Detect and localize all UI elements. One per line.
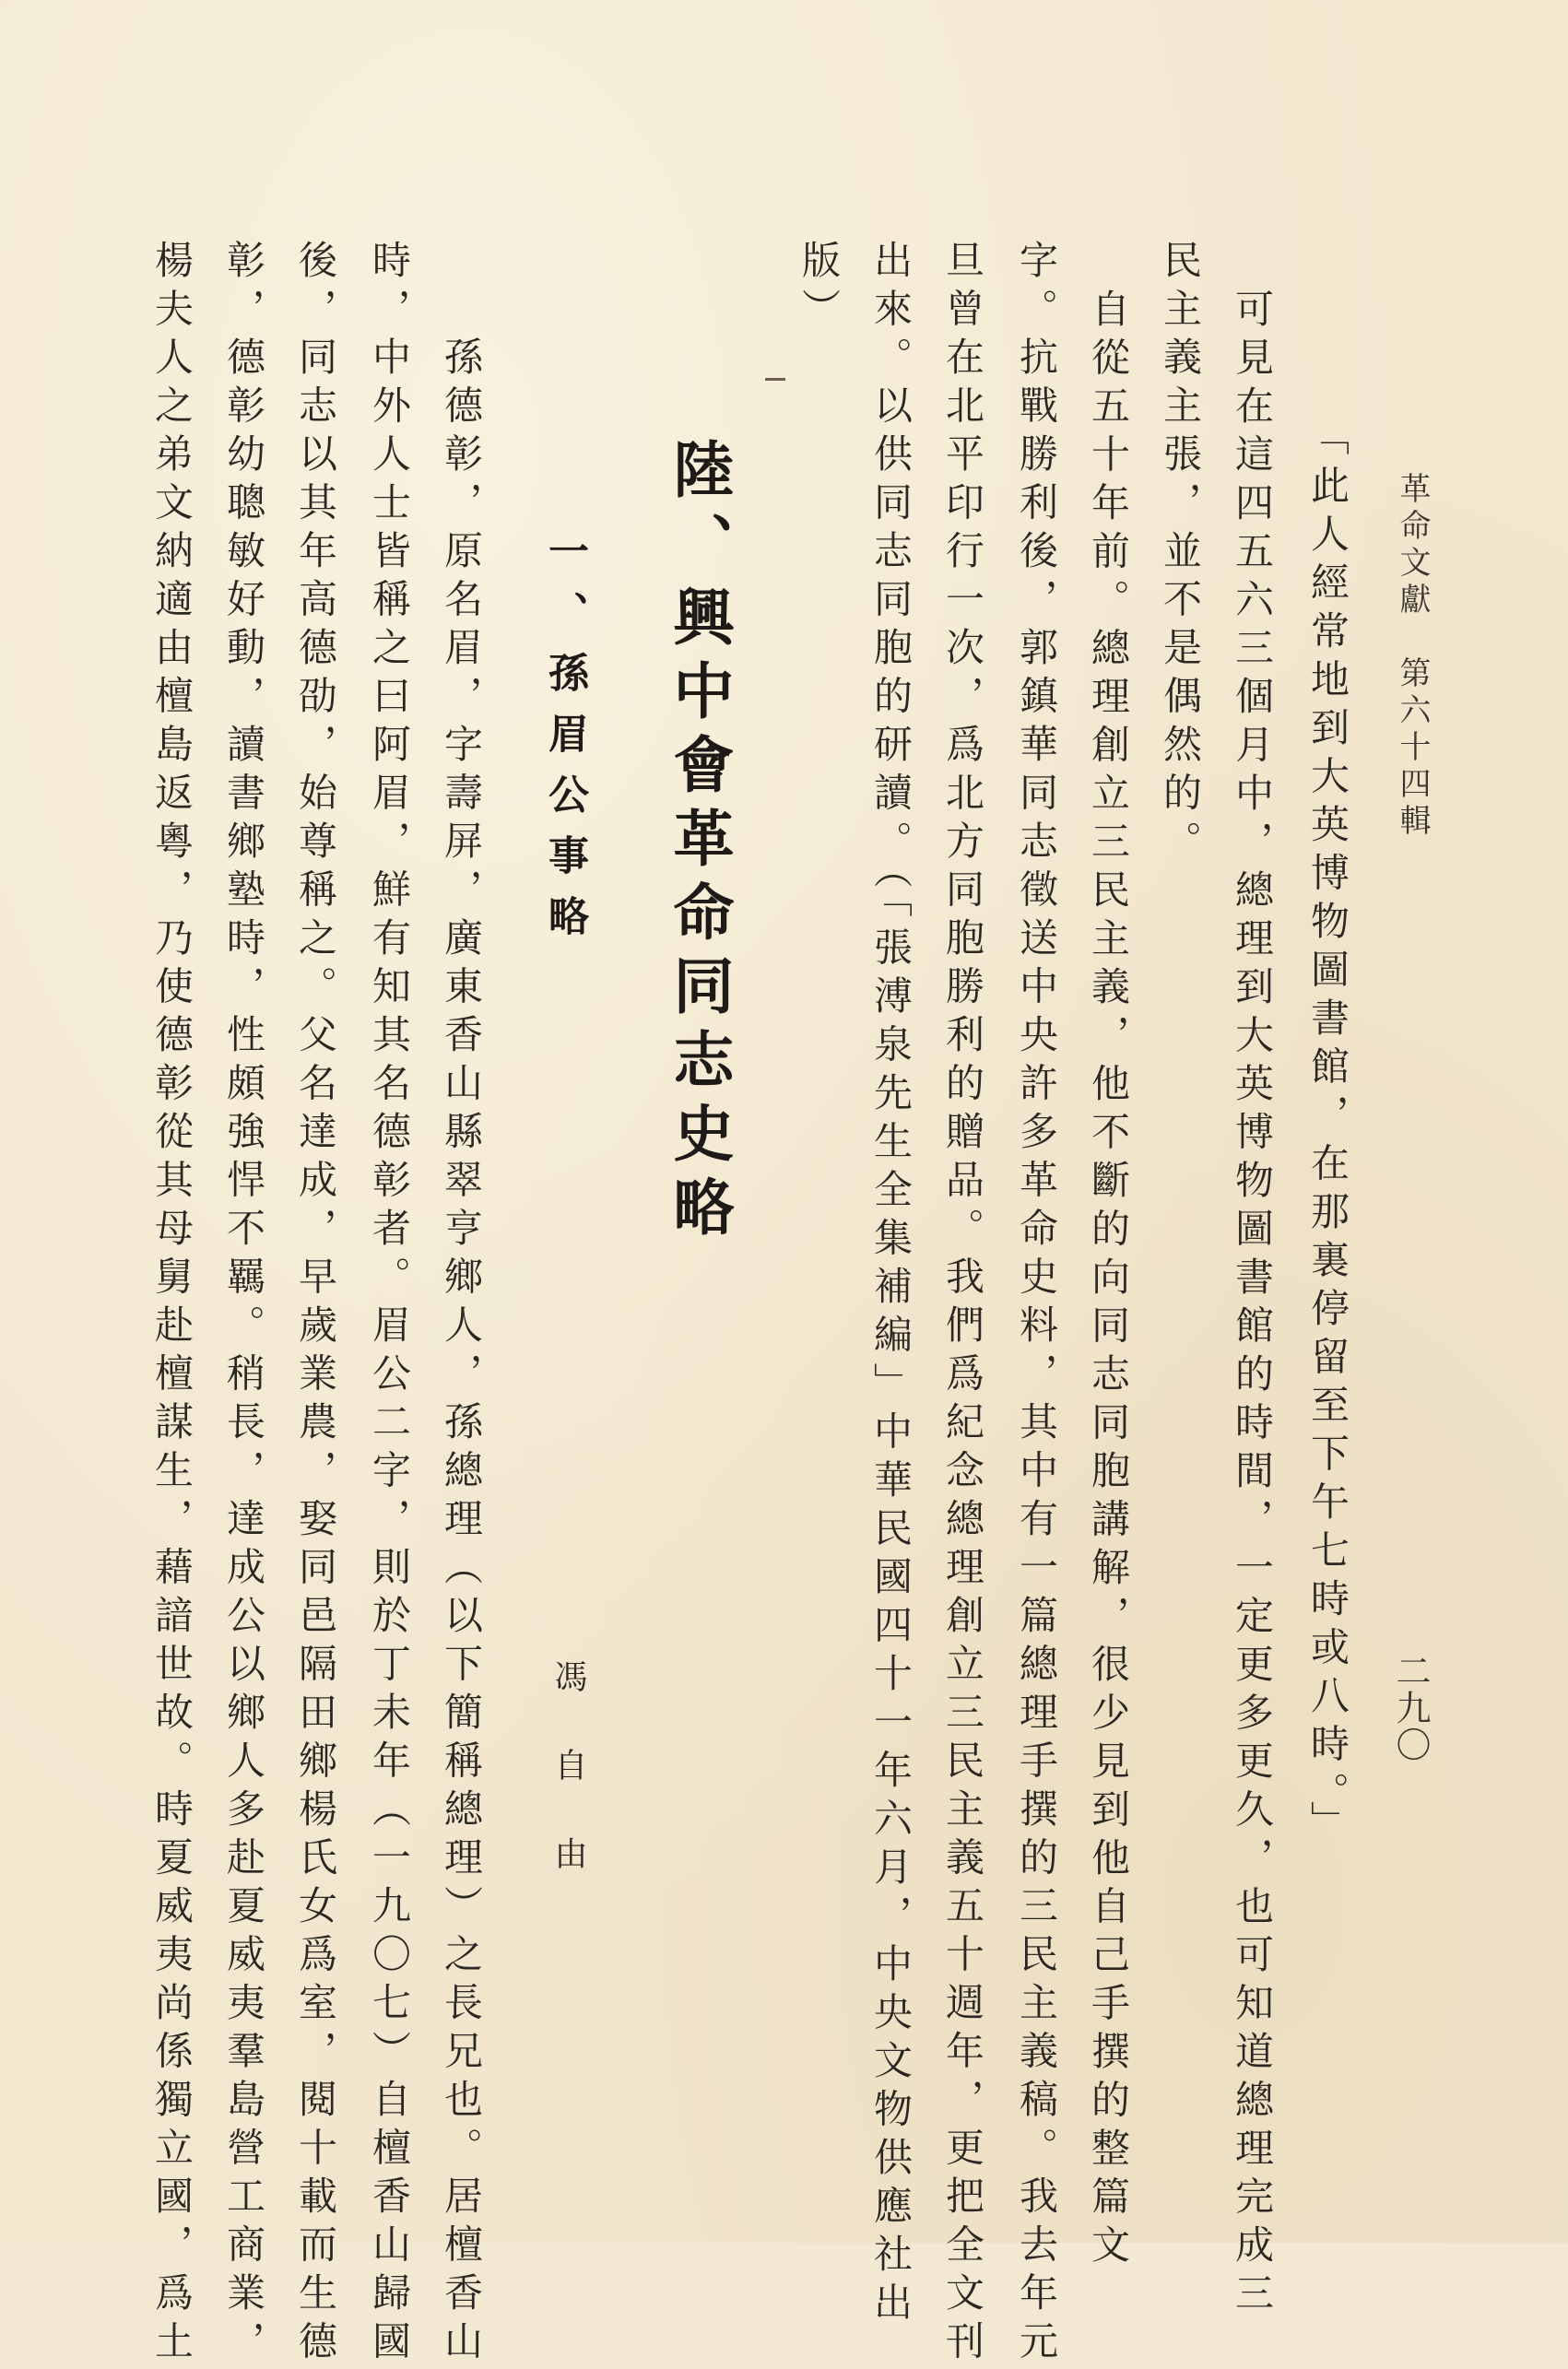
text-column: 版）	[796, 240, 842, 336]
running-head: 革命文獻 第六十四輯	[1394, 472, 1431, 841]
page-number: 二九〇	[1390, 1653, 1431, 1763]
text-column: 自從五十年前。總理創立三民主義，他不斷的向同志同胞講解，很少見到他自己手撰的整篇文	[1086, 289, 1131, 2273]
text-column: 可見在這四五六三個月中，總理到大英博物圖書館的時間，一定更多更久，也可知道總理完成三	[1230, 289, 1275, 2321]
text-column: 民主義主張，並不是偶然的。	[1158, 240, 1203, 869]
text-column: 「此人經常地到大英博物圖書館，在那裏停留至下午七時或八時。」	[1305, 417, 1350, 1849]
text-column: 旦曾在北平印行一次，爲北方同胞勝利的贈品。我們爲紀念總理創立三民主義五十週年，更把全文刊	[940, 240, 985, 2369]
body-column: 時，中外人士皆稱之曰阿眉，鮮有知其名德彰者。眉公二字，則於丁未年（一九〇七）自檀香山歸國	[367, 240, 412, 2369]
body-column: 孫德彰，原名眉，字壽屏，廣東香山縣翠亨鄉人，孫總理（以下簡稱總理）之長兄也。居檀香山	[439, 336, 484, 2369]
body-column: 後，同志以其年高德劭，始尊稱之。父名達成，早歲業農，娶同邑隔田鄉楊氏女爲室，閱十載而生德	[293, 240, 338, 2369]
chapter-title: 陸、興中會革命同志史略	[663, 438, 735, 1249]
section-title: 一、孫眉公事略	[541, 530, 588, 956]
author-name: 馮自由	[549, 1659, 587, 1925]
text-column: 出來。以供同志同胞的研讀。（「張溥泉先生全集補編」中華民國四十一年六月，中央文物供應社出	[868, 240, 914, 2330]
body-column: 彰，德彰幼聰敏好動，讀書鄉塾時，性頗強悍不羈。稍長，達成公以鄉人多赴夏威夷羣島營工商業，	[221, 240, 266, 2369]
text-column: 字。抗戰勝利後，郭鎮華同志徵送中央許多革命史料，其中有一篇總理手撰的三民主義稿。我去年元	[1014, 240, 1059, 2369]
divider-mark	[765, 378, 785, 381]
body-column: 楊夫人之弟文納適由檀島返粵，乃使德彰從其母舅赴檀謀生，藉諳世故。時夏威夷尚係獨立國，爲土	[149, 240, 195, 2369]
